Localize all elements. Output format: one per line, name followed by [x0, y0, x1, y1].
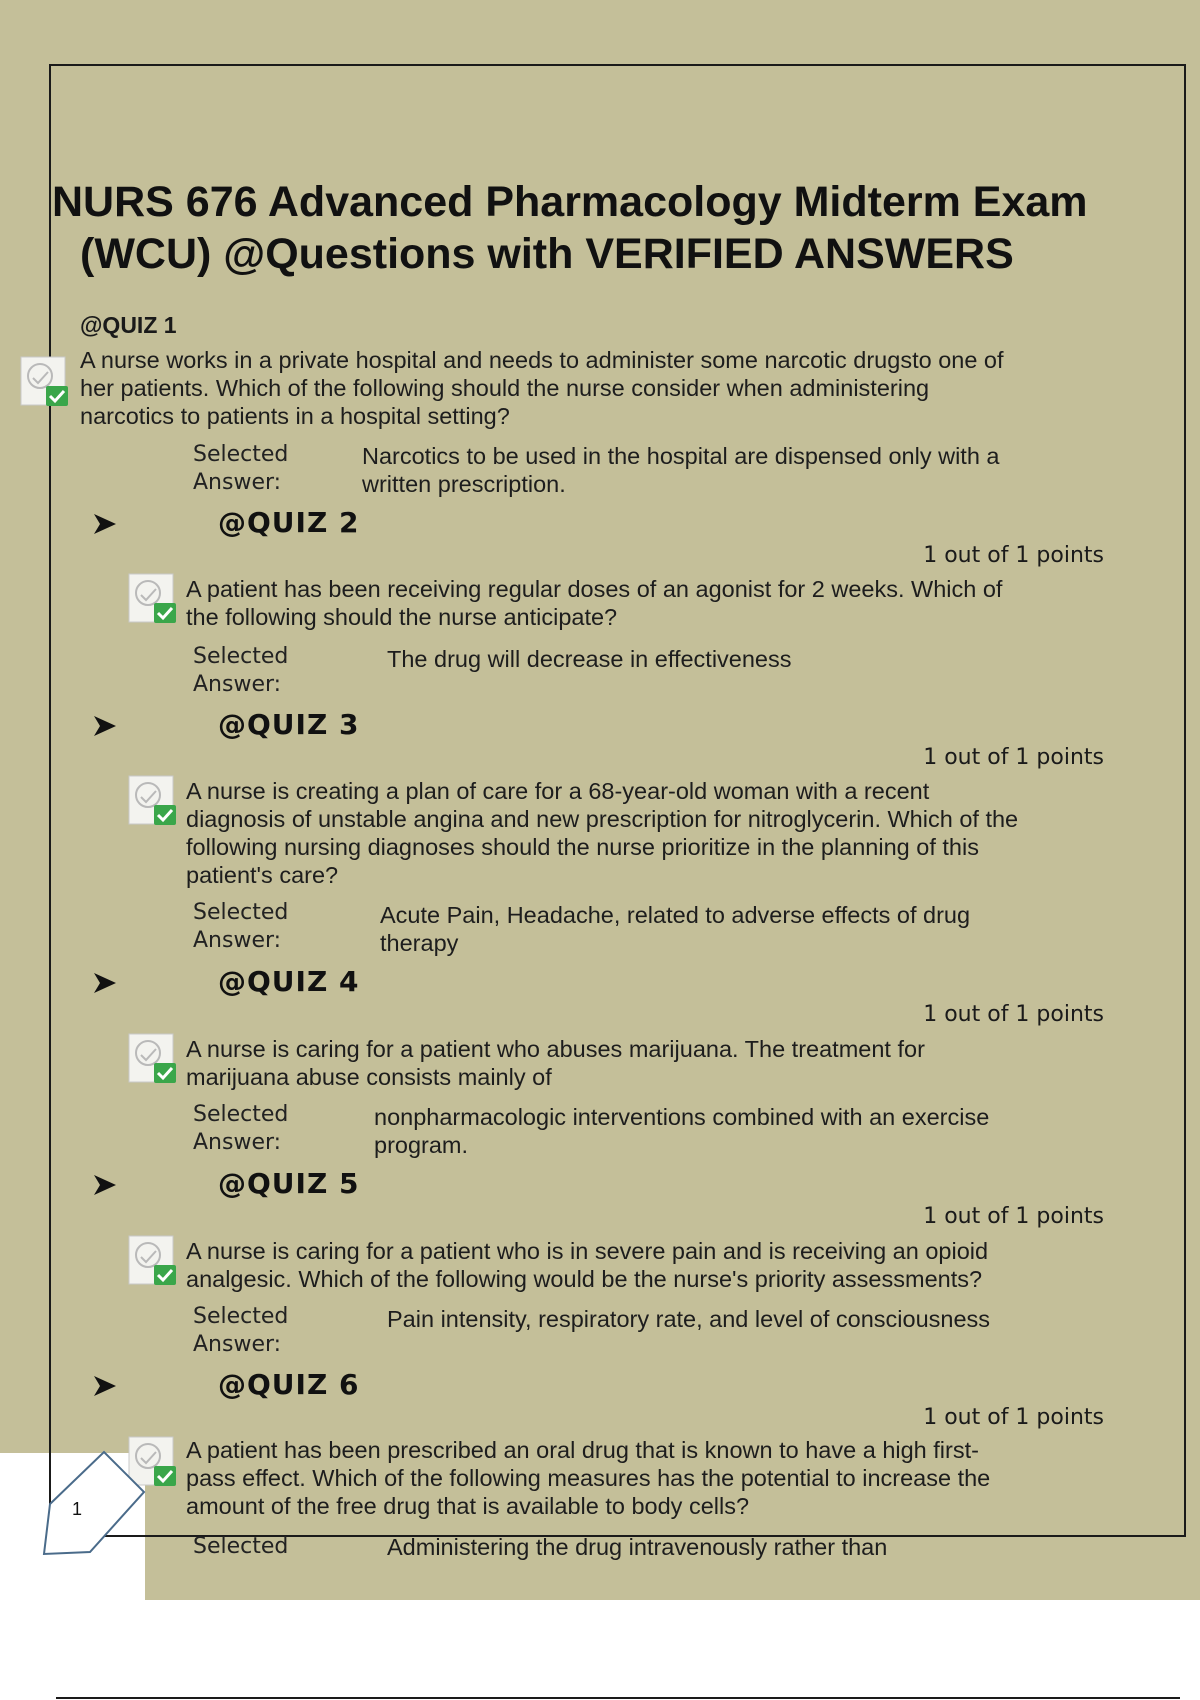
- question-text: [186, 575, 1002, 631]
- arrow-bullet-icon: [92, 1173, 118, 1197]
- question-line: marijuana abuse consists mainly of: [186, 1064, 552, 1090]
- answer-line: written prescription.: [362, 471, 566, 497]
- points-score: 1 out of 1 points: [923, 1204, 1104, 1229]
- correct-answer-check-icon: [20, 356, 72, 410]
- question-line: A nurse is creating a plan of care for a 68-year-old woman with a recent: [186, 778, 930, 804]
- question-line: narcotics to patients in a hospital setting?: [80, 403, 510, 429]
- points-score: 1 out of 1 points: [923, 1002, 1104, 1027]
- correct-answer-check-icon: [128, 1235, 180, 1289]
- selected-answer: [387, 645, 792, 673]
- question-line: the following should the nurse anticipate?: [186, 604, 618, 630]
- document-title: [52, 176, 1162, 280]
- question-line: A patient has been receiving regular doses of an agonist for 2 weeks. Which of: [186, 576, 1003, 602]
- page-number-badge: [42, 1448, 152, 1560]
- question-line: amount of the free drug that is available to body cells?: [186, 1493, 750, 1519]
- selected-answer-label: Selected: [193, 1534, 289, 1559]
- quiz-heading: @QUIZ 4: [218, 965, 360, 998]
- arrow-bullet-icon: [92, 714, 118, 738]
- quiz-heading: @QUIZ 5: [218, 1167, 360, 1200]
- selected-answer: [387, 1305, 990, 1333]
- arrow-bullet-icon: [92, 1374, 118, 1398]
- quiz-heading: @QUIZ 2: [218, 506, 360, 539]
- selected-answer-label: Selected Answer:: [193, 1102, 289, 1155]
- correct-answer-check-icon: [128, 573, 180, 627]
- question-line: A nurse is caring for a patient who is in severe pain and is receiving an opioid: [186, 1238, 989, 1264]
- selected-answer: [374, 1103, 989, 1159]
- correct-answer-check-icon: [128, 1033, 180, 1087]
- question-text: [186, 1035, 925, 1091]
- selected-answer: [387, 1533, 887, 1561]
- title-line-1: NURS 676 Advanced Pharmacology Midterm Exam: [52, 178, 1088, 226]
- points-score: 1 out of 1 points: [923, 1405, 1104, 1430]
- selected-answer: [362, 442, 999, 498]
- question-line: A nurse is caring for a patient who abuses marijuana. The treatment for: [186, 1036, 925, 1062]
- answer-line: Pain intensity, respiratory rate, and level of consciousness: [387, 1306, 991, 1332]
- answer-line: Narcotics to be used in the hospital are dispensed only with a: [362, 443, 1000, 469]
- question-text: [186, 1436, 990, 1520]
- quiz-heading: @QUIZ 3: [218, 708, 360, 741]
- selected-answer-label: Selected Answer:: [193, 442, 289, 495]
- answer-line: Acute Pain, Headache, related to adverse effects of drug: [380, 902, 971, 928]
- question-line: pass effect. Which of the following measures has the potential to increase the: [186, 1465, 991, 1491]
- question-text: [186, 777, 1018, 889]
- question-line: diagnosis of unstable angina and new prescription for nitroglycerin. Which of the: [186, 806, 1019, 832]
- question-line: analgesic. Which of the following would be the nurse's priority assessments?: [186, 1266, 983, 1292]
- arrow-bullet-icon: [92, 512, 118, 536]
- selected-answer-label: Selected Answer:: [193, 644, 289, 697]
- answer-line: therapy: [380, 930, 459, 956]
- question-line: her patients. Which of the following should the nurse consider when administering: [80, 375, 930, 401]
- question-line: A patient has been prescribed an oral drug that is known to have a high first-: [186, 1437, 979, 1463]
- selected-answer: [380, 901, 970, 957]
- answer-line: program.: [374, 1132, 469, 1158]
- title-line-2: (WCU) @Questions with VERIFIED ANSWERS: [80, 230, 1014, 278]
- selected-answer-label: Selected Answer:: [193, 1304, 289, 1357]
- points-score: 1 out of 1 points: [923, 745, 1104, 770]
- answer-line: The drug will decrease in effectiveness: [387, 646, 792, 672]
- question-line: A nurse works in a private hospital and needs to administer some narcotic drugsto one of: [80, 347, 1004, 373]
- footer-divider: [56, 1697, 1180, 1699]
- selected-answer-label: Selected Answer:: [193, 900, 289, 953]
- question-text: [186, 1237, 988, 1293]
- points-score: 1 out of 1 points: [923, 543, 1104, 568]
- arrow-bullet-icon: [92, 971, 118, 995]
- answer-line: nonpharmacologic interventions combined with an exercise: [374, 1104, 990, 1130]
- question-line: patient's care?: [186, 862, 339, 888]
- question-line: following nursing diagnoses should the nurse prioritize in the planning of this: [186, 834, 979, 860]
- answer-line: Administering the drug intravenously rather than: [387, 1534, 888, 1560]
- quiz-heading: @QUIZ 1: [80, 312, 177, 338]
- page-number: 1: [72, 1499, 83, 1519]
- quiz-heading: @QUIZ 6: [218, 1368, 360, 1401]
- question-text: [80, 346, 1004, 430]
- correct-answer-check-icon: [128, 775, 180, 829]
